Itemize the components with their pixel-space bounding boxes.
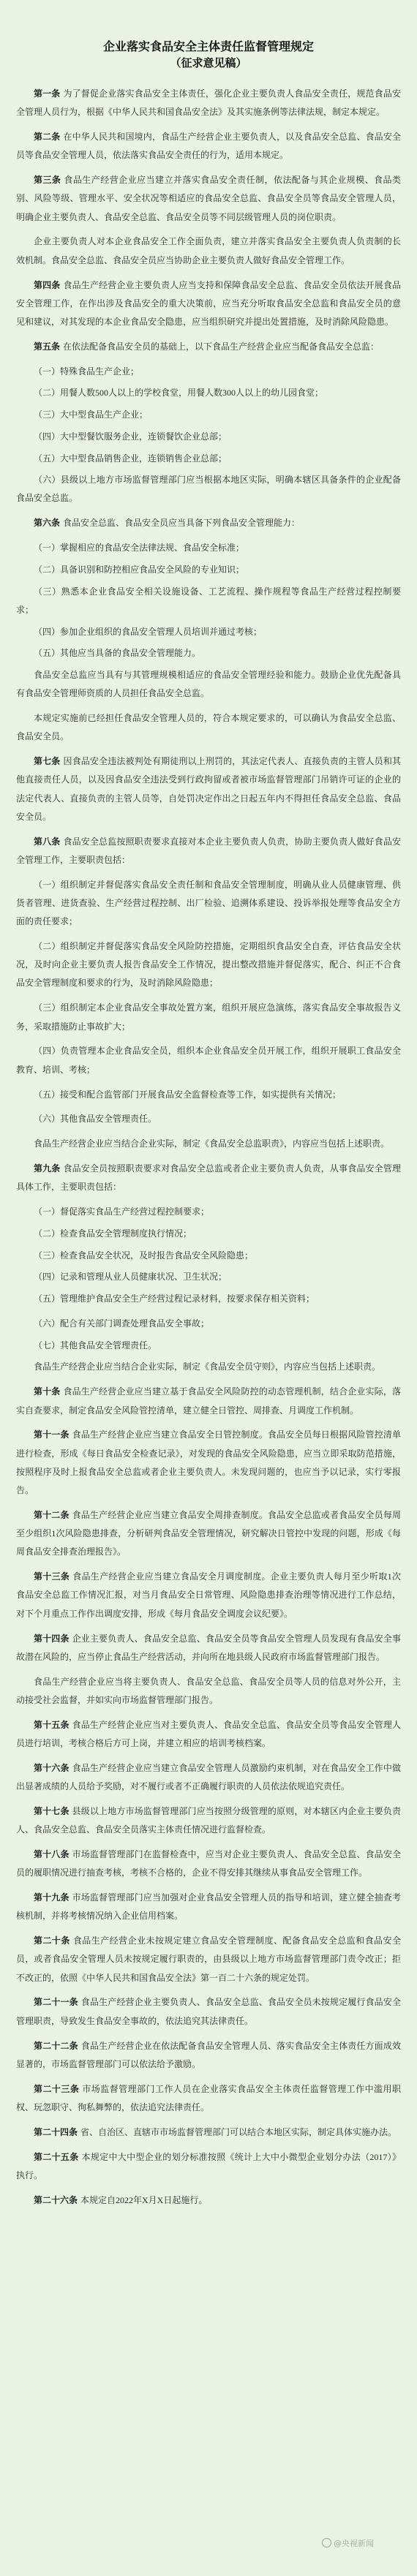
article-paragraph bbox=[16, 1426, 401, 1500]
article-paragraph bbox=[16, 1630, 401, 1666]
article-number: 第二十一条 bbox=[34, 1997, 78, 2008]
paragraph bbox=[16, 1042, 401, 1079]
paragraph bbox=[16, 644, 401, 662]
paragraph bbox=[16, 583, 401, 619]
paragraph-text: 县级以上地方市场监督管理部门应当按照分级管理的原则，对本辖区内企业主要负责人、食品安全总监、食品安全员落实主体责任情况进行监督检查。 bbox=[16, 1805, 401, 1835]
article-number: 第十六条 bbox=[34, 1762, 70, 1773]
paragraph-text: 食品安全总监按照职责要求直接对本企业主要负责人负责，协助主要负责人做好食品安全管理工作，主要职责包括： bbox=[16, 836, 401, 865]
paragraph-text: 食品安全员按照职责要求对食品安全总监或者企业主要负责人负责，从事食品安全管理具体工作，主要职责包括： bbox=[16, 1163, 401, 1193]
paragraph-text: （五）其他应当具备的食品安全管理能力。 bbox=[34, 648, 201, 659]
article-number: 第五条 bbox=[34, 341, 61, 352]
paragraph bbox=[16, 1247, 401, 1265]
paragraph-text: 市场监督管理部门在监督检查中，应当对企业主要负责人、食品安全总监、食品安全员的履职情况进行抽查考核，考核不合格的，企业不得安排其继续从事食品安全管理工作。 bbox=[16, 1848, 401, 1878]
article-number: 第九条 bbox=[34, 1163, 61, 1174]
article-paragraph bbox=[16, 2148, 401, 2185]
article-paragraph bbox=[16, 1932, 401, 1987]
paragraph-text: 在依法配备食品安全员的基础上，以下食品生产经营企业应当配备食品安全总监： bbox=[63, 341, 380, 352]
paragraph-text: 食品生产经营企业应当建立食品安全管理人员激励约束机制，对在食品安全工作中做出显著成绩的人员给予奖励，对不履行或者不正确履行职责的人员依法依规追究责任。 bbox=[16, 1762, 401, 1791]
article-number: 第十八条 bbox=[34, 1848, 70, 1859]
paragraph bbox=[16, 1268, 401, 1286]
paragraph-text: 省、自治区、直辖市市场监督管理部门可以结合本地区实际，制定具体实施办法。 bbox=[80, 2126, 397, 2137]
paragraph bbox=[16, 999, 401, 1035]
paragraph-text: 本规定中大中型企业的划分标准按照《统计上大中小微型企业划分办法（2017）》执行。 bbox=[16, 2151, 401, 2180]
paragraph-text: 食品生产经营企业应当将主要负责人、食品安全总监、食品安全员等人员的信息对外公开，主动接受社会监督，并如实向市场监督管理部门报告。 bbox=[16, 1676, 401, 1705]
paragraph-text: （六）其他食品安全管理责任。 bbox=[34, 1114, 157, 1125]
article-paragraph bbox=[16, 2123, 401, 2142]
paragraph-text: 食品生产经营企业应当结合企业实际，制定《食品安全总监职责》，内容应当包括上述职责。 bbox=[34, 1138, 390, 1149]
paragraph bbox=[16, 937, 401, 993]
article-number: 第十一条 bbox=[34, 1429, 70, 1440]
paragraph bbox=[16, 406, 401, 424]
article-number: 第二十条 bbox=[34, 1935, 70, 1946]
paragraph bbox=[16, 1110, 401, 1128]
article-number: 第二十六条 bbox=[34, 2194, 78, 2205]
paragraph-text: 食品生产经营企业未按规定建立食品安全管理制度、配备食品安全总监和食品安全员，或者食品安全管理人员未按规定履行职责的，由县级以上地方市场监督管理部门责令改正；拒不改正的，依照《中华人民共和国食品安全法》第一百二十六条的规定处罚。 bbox=[16, 1935, 401, 1983]
article-paragraph bbox=[16, 1716, 401, 1753]
paragraph bbox=[16, 1203, 401, 1221]
paragraph bbox=[16, 1358, 401, 1376]
article-paragraph bbox=[16, 1993, 401, 2030]
paragraph-text: 食品生产经营企业在依法配备食品安全管理人员、落实食品安全主体责任方面成效显著的，市场监督管理部门可以依法给予激励。 bbox=[16, 2040, 401, 2069]
paragraph bbox=[16, 876, 401, 932]
article-paragraph bbox=[16, 1846, 401, 1882]
paragraph bbox=[16, 1673, 401, 1710]
article-paragraph bbox=[16, 276, 401, 332]
article-paragraph bbox=[16, 85, 401, 121]
paragraph-text: （二）用餐人数500人以上的学校食堂，用餐人数300人以上的幼儿园食堂； bbox=[34, 388, 324, 399]
paragraph bbox=[16, 1225, 401, 1243]
paragraph-text: 食品生产经营企业主要负责人、食品安全总监、食品安全员未按规定履行食品安全管理职责，导致发生食品安全事故的，依法追究其法律责任。 bbox=[16, 1997, 401, 2026]
paragraph-text: 企业主要负责人对本企业食品安全工作全面负责，建立并落实食品安全主要负责人负责制的长效机制。食品安全总监、食品安全员应当协助企业主要负责人做好食品安全管理工作。 bbox=[16, 236, 401, 265]
article-paragraph bbox=[16, 2037, 401, 2074]
weibo-icon bbox=[322, 2538, 331, 2547]
paragraph bbox=[16, 384, 401, 402]
paragraph-text: （四）记录和管理从业人员健康状况、卫生状况； bbox=[34, 1272, 228, 1283]
paragraph-text: （六）配合有关部门调查处理食品安全事故； bbox=[34, 1318, 210, 1329]
article-number: 第十九条 bbox=[34, 1892, 70, 1903]
paragraph bbox=[16, 1337, 401, 1355]
article-paragraph bbox=[16, 1506, 401, 1562]
article-paragraph bbox=[16, 1160, 401, 1196]
article-number: 第四条 bbox=[34, 279, 61, 290]
paragraph-text: （三）大中型食品生产企业； bbox=[34, 409, 149, 420]
article-paragraph bbox=[16, 1568, 401, 1623]
paragraph-text: （一）组织制定并督促落实食品安全责任制和食品安全管理制度，明确从业人员健康管理、供货者管理、进货查验、生产经营过程控制、出厂检验、追溯体系建设、投诉举报处理等食品安全方面的责任要求； bbox=[16, 879, 401, 927]
article-paragraph bbox=[16, 1889, 401, 1925]
paragraph-text: （三）检查食品安全状况，及时报告食品安全风险隐患； bbox=[34, 1250, 254, 1261]
paragraph-text: （七）其他食品安全管理责任。 bbox=[34, 1340, 157, 1351]
article-paragraph bbox=[16, 2080, 401, 2117]
paragraph-text: 食品安全总监应当具有与其管理规模相适应的食品安全管理经验和能力。鼓励企业优先配备具有食品安全管理师资质的人员担任食品安全总监。 bbox=[16, 669, 401, 699]
article-number: 第十二条 bbox=[34, 1509, 70, 1520]
watermark bbox=[322, 2537, 374, 2549]
paragraph-text: （四）大中型餐饮服务企业，连锁餐饮企业总部； bbox=[34, 431, 228, 442]
paragraph bbox=[16, 666, 401, 703]
paragraph bbox=[16, 539, 401, 557]
article-number: 第二十四条 bbox=[34, 2126, 78, 2137]
paragraph-text: （五）大中型食品销售企业，连锁销售企业总部； bbox=[34, 453, 228, 464]
document-title: 企业落实食品安全主体责任监督管理规定 bbox=[102, 39, 314, 53]
paragraph-text: （二）具备识别和防控相应食品安全风险的专业知识； bbox=[34, 564, 245, 575]
article-number: 第三条 bbox=[34, 175, 61, 186]
article-paragraph bbox=[16, 128, 401, 165]
article-paragraph bbox=[16, 1383, 401, 1419]
paragraph-text: 食品生产经营企业应当建立基于食品安全风险防控的动态管理机制，结合企业实际，落实自查要求，制定食品安全风险管控清单，建立健全日管控、周排查、月调度工作机制。 bbox=[16, 1386, 401, 1416]
article-paragraph bbox=[16, 338, 401, 356]
article-paragraph bbox=[16, 2191, 401, 2210]
paragraph-text: 市场监督管理部门工作人员在企业落实食品安全主体责任监督管理工作中滥用职权、玩忽职守、徇私舞弊的，依法追究法律责任。 bbox=[16, 2083, 401, 2112]
paragraph-text: （四）负责管理本企业食品安全员，组织本企业食品安全员开展工作，组织开展职工食品安全教育、培训、考核； bbox=[16, 1046, 401, 1075]
document-subtitle: （征求意见稿） bbox=[170, 56, 247, 69]
paragraph-text: （五）接受和配合监管部门开展食品安全监督检查等工作，如实提供有关情况； bbox=[34, 1089, 342, 1100]
document-body bbox=[16, 85, 401, 2210]
article-number: 第二十三条 bbox=[34, 2083, 80, 2094]
paragraph-text: 本规定实施前已经担任食品安全管理人员的，符合本规定要求的，可以确认为食品安全总监、食品安全员。 bbox=[16, 713, 401, 742]
paragraph-text: （二）组织制定并督促落实食品安全风险防控措施，定期组织食品安全自查，评估食品安全状况，及时向企业主要负责人报告食品安全工作情况，提出整改措施并督促落实，配合、纠正不合食品安全管理制度和要求的行为，及时消除风险隐患； bbox=[16, 941, 401, 989]
article-paragraph bbox=[16, 171, 401, 227]
article-paragraph bbox=[16, 1759, 401, 1796]
paragraph-text: 食品安全总监、食品安全员应当具备下列食品安全管理能力： bbox=[63, 518, 301, 529]
paragraph bbox=[16, 1086, 401, 1104]
paragraph-text: 食品生产经营企业主要负责人应当支持和保障食品安全总监、食品安全员依法开展食品安全管理工作，在作出涉及食品安全的重大决策前，应当充分听取食品安全总监和食品安全员的意见和建议，对其发现的本企业食品安全隐患，应当组织研究并提出处置措施，及时消除风险隐患。 bbox=[16, 279, 401, 327]
article-number: 第十四条 bbox=[34, 1633, 70, 1644]
paragraph bbox=[16, 450, 401, 468]
article-paragraph bbox=[16, 514, 401, 532]
paragraph-text: 食品生产经营企业应当建立食品安全日管控制度。食品安全员每日根据风险管控清单进行检查，形成《每日食品安全检查记录》，对发现的食品安全风险隐患，应当立即采取防范措施，按照程序及时上报食品安全总监或者企业主要负责人。未发现问题的，也应当予以记录，实行零报告。 bbox=[16, 1429, 401, 1496]
paragraph-text: （四）参加企业组织的食品安全管理人员培训并通过考核； bbox=[34, 626, 263, 637]
paragraph-text: （二）检查食品安全管理制度执行情况； bbox=[34, 1228, 192, 1239]
paragraph-text: 食品生产经营企业应当建立食品安全月调度制度。企业主要负责人每月至少听取1次食品安全总监工作情况汇报，对当月食品安全日常管理、风险隐患排查治理等情况进行工作总结，对下个月重点工作作出调度安排，形成《每月食品安全调度会议纪要》。 bbox=[16, 1571, 401, 1619]
watermark-text: @央视新闻 bbox=[334, 2539, 374, 2548]
article-number: 第十五条 bbox=[34, 1719, 70, 1730]
paragraph-text: 因食品安全违法被判处有期徒刑以上刑罚的，其法定代表人、直接负责的主管人员和其他直接责任人员，以及因食品安全违法受到行政拘留或者被市场监督管理部门吊销许可证的企业的法定代表人、直接负责的主管人员等，自处罚决定作出之日起五年内不得担任食品安全总监、食品安全员。 bbox=[16, 756, 401, 822]
article-number: 第十条 bbox=[34, 1386, 61, 1397]
paragraph-text: 市场监督管理部门应当加强对企业食品安全管理人员的指导和培训，建立健全抽查考核机制，并将考核情况纳入企业信用档案。 bbox=[16, 1892, 401, 1922]
paragraph bbox=[16, 561, 401, 579]
paragraph bbox=[16, 471, 401, 507]
paragraph-text: （一）掌握相应的食品安全法律法规、食品安全标准； bbox=[34, 543, 245, 554]
paragraph-text: （三）熟悉本企业食品安全相关设施设备、工艺流程、操作规程等食品生产经营过程控制要求； bbox=[16, 586, 401, 615]
paragraph-text: 为了督促企业落实食品安全主体责任，强化企业主要负责人食品安全责任，规范食品安全管理人员行为，根据《中华人民共和国食品安全法》及其实施条例等法律法规，制定本规定。 bbox=[16, 88, 401, 118]
paragraph bbox=[16, 233, 401, 269]
article-paragraph bbox=[16, 833, 401, 869]
article-number: 第十三条 bbox=[34, 1571, 70, 1582]
paragraph bbox=[16, 363, 401, 381]
paragraph-text: 本规定自2022年X月X日起施行。 bbox=[80, 2194, 208, 2205]
paragraph-text: （三）组织制定本企业食品安全事故处置方案，组织开展应急演练，落实食品安全事故报告义务，采取措施防止事故扩大； bbox=[16, 1002, 401, 1032]
article-number: 第七条 bbox=[34, 756, 61, 767]
paragraph-text: 食品生产经营企业应当结合企业实际，制定《食品安全员守则》，内容应当包括上述职责。 bbox=[34, 1361, 381, 1372]
article-number: 第二十二条 bbox=[34, 2040, 78, 2051]
paragraph-text: 食品生产经营企业应当建立并落实食品安全责任制，依法配备与其企业规模、食品类别、风险等级、管理水平、安全状况等相适应的食品安全总监、食品安全员等食品安全管理人员，明确企业主要负责人、食品安全总监、食品安全员等不同层级管理人员的岗位职责。 bbox=[16, 175, 401, 222]
article-number: 第一条 bbox=[34, 88, 61, 99]
paragraph-text: （一）督促落实食品生产经营过程控制要求； bbox=[34, 1206, 210, 1217]
paragraph-text: （一）特殊食品生产企业； bbox=[34, 366, 140, 377]
paragraph bbox=[16, 623, 401, 641]
article-number: 第八条 bbox=[34, 836, 61, 847]
paragraph bbox=[16, 709, 401, 746]
paragraph bbox=[16, 1290, 401, 1308]
article-number: 第二十五条 bbox=[34, 2151, 79, 2162]
paragraph-text: 食品生产经营企业应当对主要负责人、食品安全总监、食品安全员等食品安全管理人员进行培训，考核合格后方可上岗，并建立相应的培训考核档案。 bbox=[16, 1719, 401, 1748]
article-number: 第二条 bbox=[34, 132, 61, 143]
paragraph-text: （五）管理维护食品安全生产经营过程记录材料，按要求保存相关资料； bbox=[34, 1293, 315, 1304]
paragraph bbox=[16, 1135, 401, 1153]
article-number: 第十七条 bbox=[34, 1805, 70, 1816]
paragraph-text: 食品生产经营企业应当建立食品安全周排查制度。食品安全总监或者食品安全员每周至少组织1次风险隐患排查，分析研判食品安全管理情况，研究解决日管控中发现的问题，形成《每周食品安全排查治理报告》。 bbox=[16, 1509, 401, 1557]
article-paragraph bbox=[16, 752, 401, 826]
article-number: 第六条 bbox=[34, 518, 61, 529]
paragraph bbox=[16, 1315, 401, 1333]
paragraph bbox=[16, 428, 401, 446]
paragraph-text: （六）县级以上地方市场监督管理部门应当根据本地区实际，明确本辖区具备条件的企业配备食品安全总监。 bbox=[16, 475, 401, 504]
article-paragraph bbox=[16, 1802, 401, 1839]
paragraph-text: 在中华人民共和国境内，食品生产经营企业主要负责人，以及食品安全总监、食品安全员等食品安全管理人员，依法落实食品安全责任的行为，适用本规定。 bbox=[16, 132, 401, 161]
paragraph-text: 企业主要负责人、食品安全总监、食品安全员等食品安全管理人员发现有食品安全事故潜在风险的，应当停止食品生产经营活动，并向所在地县级人民政府市场监督管理部门报告。 bbox=[16, 1633, 401, 1662]
